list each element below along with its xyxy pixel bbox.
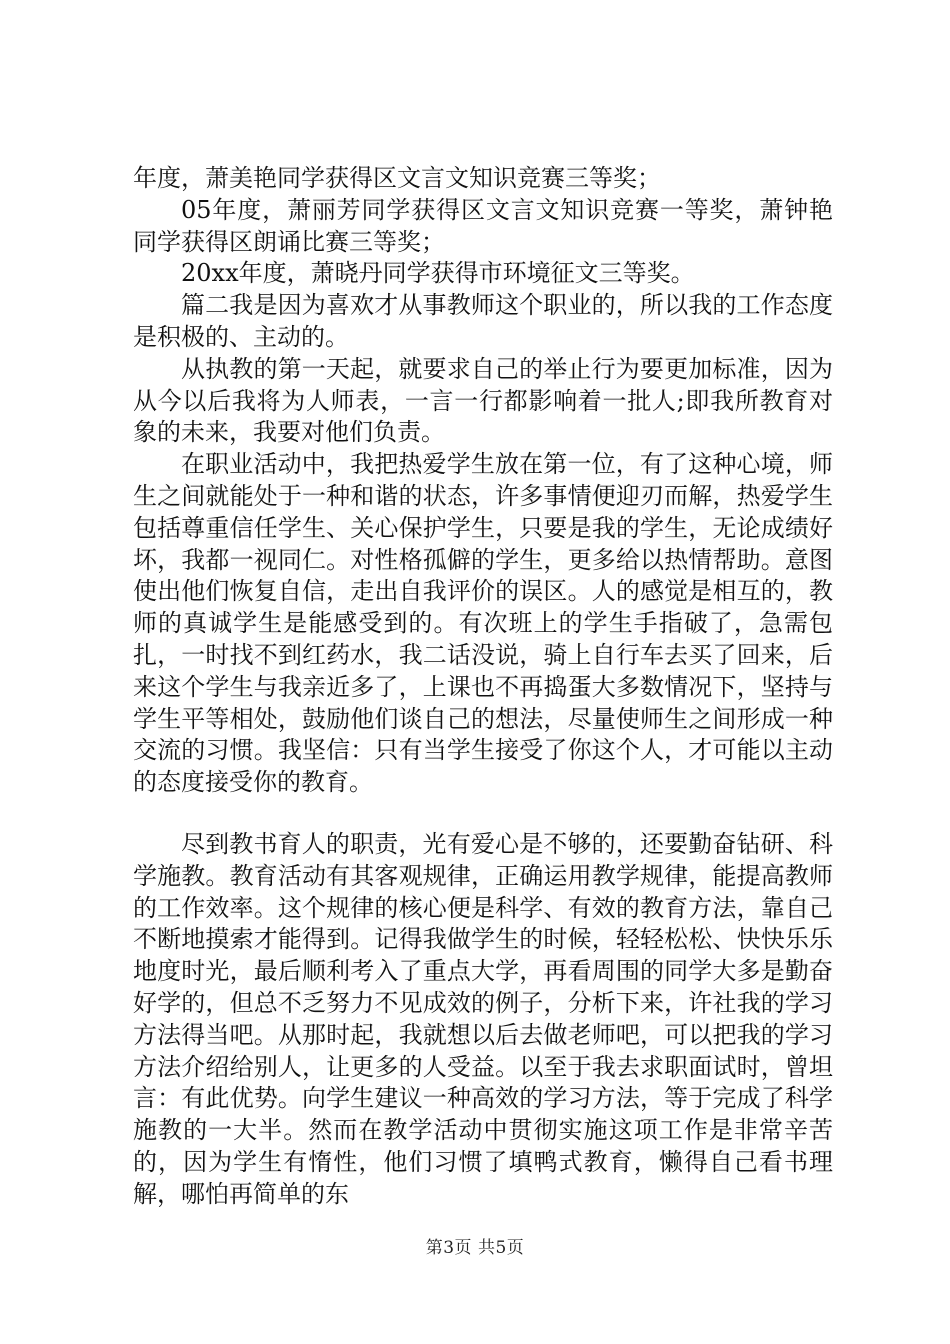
paragraph-4: 篇二我是因为喜欢才从事教师这个职业的，所以我的工作态度是积极的、主动的。	[133, 291, 833, 351]
paragraph-3: 20xx年度，萧晓丹同学获得市环境征文三等奖。	[181, 259, 695, 288]
paragraph-5: 从执教的第一天起，就要求自己的举止行为要更加标准，因为从今以后我将为人师表，一言一行都影响着一批人;即我所教育对象的未来，我要对他们负责。	[133, 354, 833, 447]
paragraph-7: 尽到教书育人的职责，光有爱心是不够的，还要勤奋钻研、科学施教。教育活动有其客观规律，正确运用教学规律，能提高教师的工作效率。这个规律的核心便是科学、有效的教育方法，靠自己不断地摸索才能得到。记得我做学生的时候，轻轻松松、快快乐乐地度时光，最后顺利考入了重点大学，再看周围的同学大多是勤奋好学的，但总不乏努力不见成效的例子，分析下来，许社我的学习方法得当吧。从那时起，我就想以后去做老师吧，可以把我的学习方法介绍给别人，让更多的人受益。以至于我去求职面试时，曾坦言：有此优势。向学生建议一种高效的学习方法，等于完成了科学施教的一大半。然而在教学活动中贯彻实施这项工作是非常辛苦的，因为学生有惰性，他们习惯了填鸭式教育，懒得自己看书理解，哪怕再简单的东	[133, 829, 833, 1208]
document-body	[133, 163, 833, 1211]
paragraph-1: 年度，萧美艳同学获得区文言文知识竞赛三等奖；	[133, 164, 661, 192]
paragraph-6: 在职业活动中，我把热爱学生放在第一位，有了这种心境，师生之间就能处于一种和谐的状态，许多事情便迎刃而解，热爱学生包括尊重信任学生、关心保护学生，只要是我的学生，无论成绩好坏，我都一视同仁。对性格孤僻的学生，更多给以热情帮助。意图使出他们恢复自信，走出自我评价的误区。人的感觉是相互的，教师的真诚学生是能感受到的。有次班上的学生手指破了，急需包扎，一时找不到红药水，我二话没说，骑上自行车去买了回来，后来这个学生与我亲近多了，上课也不再捣蛋大多数情况下，坚持与学生平等相处，鼓励他们谈自己的想法，尽量使师生之间形成一种交流的习惯。我坚信：只有当学生接受了你这个人，才可能以主动的态度接受你的教育。	[133, 450, 833, 797]
page-footer: 第3页 共5页	[425, 1238, 525, 1258]
paragraph-2: 05年度，萧丽芳同学获得区文言文知识竞赛一等奖，萧钟艳同学获得区朗诵比赛三等奖；	[133, 195, 833, 256]
